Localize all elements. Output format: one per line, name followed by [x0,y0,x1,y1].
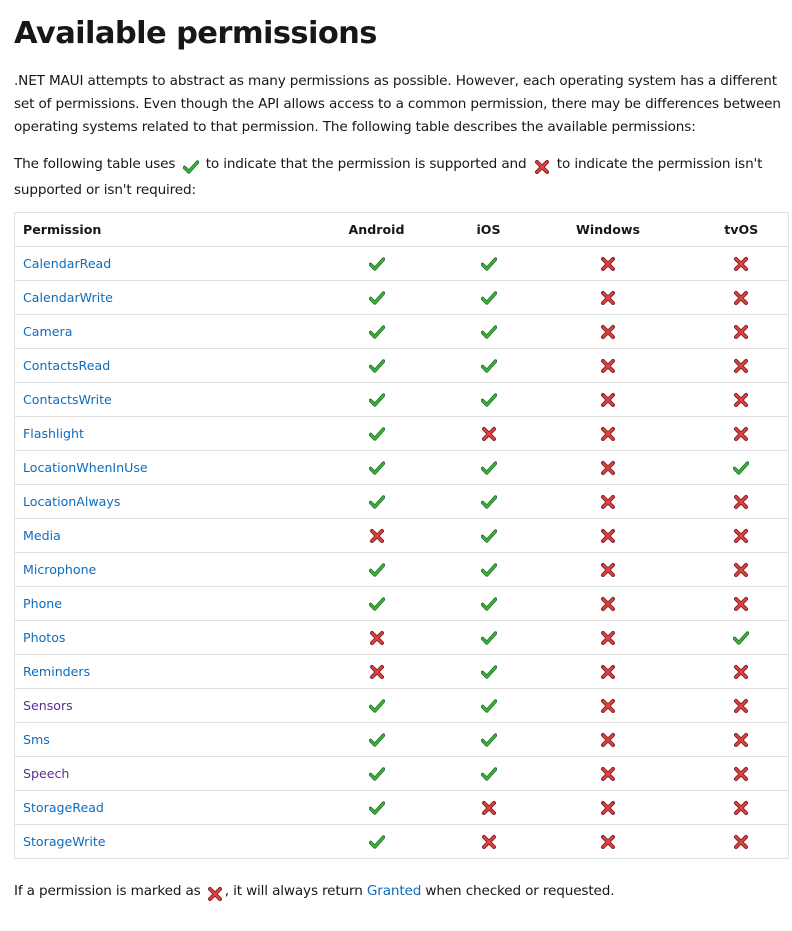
ios-support-cell [456,825,522,859]
permission-cell [15,247,298,281]
table-row [15,791,789,825]
tvos-support-cell [695,587,789,621]
permissions-table [14,212,789,859]
tvos-support-cell [695,349,789,383]
windows-support-cell [522,655,695,689]
permission-cell [15,723,298,757]
android-support-cell [298,587,456,621]
android-support-cell [298,553,456,587]
header-permission: Permission [15,213,298,247]
table-row [15,723,789,757]
android-support-cell [298,689,456,723]
check-icon [183,156,199,179]
cross-icon [600,255,616,270]
tvos-support-cell [695,689,789,723]
table-row [15,553,789,587]
tvos-support-cell [695,723,789,757]
permission-cell [15,485,298,519]
cross-icon [481,425,497,440]
tvos-support-cell [695,757,789,791]
windows-support-cell [522,451,695,485]
check-icon [481,391,497,406]
cross-icon [600,323,616,338]
tvos-support-cell [695,315,789,349]
table-body [15,247,789,859]
cross-icon [600,731,616,746]
cross-icon [534,156,550,179]
table-row [15,655,789,689]
permission-cell [15,417,298,451]
android-support-cell [298,247,456,281]
windows-support-cell [522,621,695,655]
windows-support-cell [522,417,695,451]
check-icon [481,289,497,304]
page-title: Available permissions [14,16,377,51]
cross-icon [600,629,616,644]
cross-icon [733,663,749,678]
windows-support-cell [522,757,695,791]
legend-text-1: The following table uses [14,156,176,172]
cross-icon [369,629,385,644]
check-icon [481,595,497,610]
table-row [15,757,789,791]
permission-link-sms[interactable]: Sms [23,732,50,747]
check-icon [481,323,497,338]
permission-link-contactsread[interactable]: ContactsRead [23,358,111,373]
permission-link-contactswrite[interactable]: ContactsWrite [23,392,112,407]
tvos-support-cell [695,417,789,451]
cross-icon [733,391,749,406]
table-row [15,349,789,383]
android-support-cell [298,757,456,791]
cross-icon [600,561,616,576]
check-icon [369,833,385,848]
android-support-cell [298,315,456,349]
check-icon [369,391,385,406]
cross-icon [733,425,749,440]
check-icon [369,493,385,508]
check-icon [481,527,497,542]
footer-text-3: when checked or requested. [425,883,615,899]
ios-support-cell [456,485,522,519]
table-row [15,485,789,519]
cross-icon [481,799,497,814]
cross-icon [600,289,616,304]
windows-support-cell [522,553,695,587]
table-row [15,451,789,485]
check-icon [733,629,749,644]
permission-link-locationwheninuse[interactable]: LocationWhenInUse [23,460,148,475]
cross-icon [600,765,616,780]
windows-support-cell [522,315,695,349]
windows-support-cell [522,349,695,383]
android-support-cell [298,791,456,825]
granted-link[interactable]: Granted [366,883,422,899]
ios-support-cell [456,689,522,723]
windows-support-cell [522,485,695,519]
cross-icon [600,833,616,848]
intro-paragraph: .NET MAUI attempts to abstract as many permissions as possible. However, each operating system has a different set of permissions. Even though the API allows access to a common permission, there may be differences between operating systems related to that permission. The following table describes the available permissions: [14,73,781,135]
check-icon [481,663,497,678]
ios-support-cell [456,757,522,791]
android-support-cell [298,417,456,451]
permission-link-calendarwrite[interactable]: CalendarWrite [23,290,113,305]
cross-icon [733,255,749,270]
android-support-cell [298,383,456,417]
check-icon [369,255,385,270]
permission-cell [15,621,298,655]
cross-icon [733,833,749,848]
cross-icon [600,391,616,406]
android-support-cell [298,825,456,859]
legend-paragraph [14,153,788,202]
cross-icon [207,883,223,906]
cross-icon [733,731,749,746]
legend-text-3: to indicate the permission isn't supported or isn't required: [14,156,763,198]
permission-cell [15,757,298,791]
table-row [15,519,789,553]
permission-link-reminders[interactable]: Reminders [23,664,91,679]
check-icon [733,459,749,474]
permission-cell [15,519,298,553]
ios-support-cell [456,587,522,621]
android-support-cell [298,485,456,519]
ios-support-cell [456,383,522,417]
tvos-support-cell [695,655,789,689]
footer-text-2: , it will always return [224,883,363,899]
tvos-support-cell [695,383,789,417]
check-icon [481,697,497,712]
permission-cell [15,349,298,383]
table-row [15,621,789,655]
windows-support-cell [522,281,695,315]
table-row [15,689,789,723]
table-header-row [15,213,789,247]
windows-support-cell [522,723,695,757]
permission-cell [15,451,298,485]
check-icon [481,357,497,372]
ios-support-cell [456,621,522,655]
permission-link-storagewrite[interactable]: StorageWrite [23,834,106,849]
ios-support-cell [456,281,522,315]
windows-support-cell [522,825,695,859]
tvos-support-cell [695,247,789,281]
cross-icon [600,799,616,814]
ios-support-cell [456,553,522,587]
cross-icon [481,833,497,848]
permission-cell [15,655,298,689]
check-icon [369,697,385,712]
header-windows: Windows [522,213,695,247]
ios-support-cell [456,247,522,281]
tvos-support-cell [695,825,789,859]
tvos-support-cell [695,281,789,315]
permission-link-media[interactable]: Media [23,528,61,543]
cross-icon [600,663,616,678]
ios-support-cell [456,417,522,451]
cross-icon [600,697,616,712]
cross-icon [733,323,749,338]
cross-icon [600,357,616,372]
footer-paragraph [14,880,788,906]
windows-support-cell [522,383,695,417]
check-icon [369,459,385,474]
permission-link-storageread[interactable]: StorageRead [23,800,104,815]
android-support-cell [298,451,456,485]
tvos-support-cell [695,451,789,485]
ios-support-cell [456,655,522,689]
windows-support-cell [522,587,695,621]
cross-icon [733,697,749,712]
tvos-support-cell [695,553,789,587]
check-icon [369,425,385,440]
permission-link-sensors[interactable]: Sensors [23,698,73,713]
ios-support-cell [456,791,522,825]
check-icon [369,765,385,780]
header-android: Android [298,213,456,247]
android-support-cell [298,655,456,689]
tvos-support-cell [695,485,789,519]
check-icon [369,289,385,304]
check-icon [369,323,385,338]
android-support-cell [298,723,456,757]
table-row [15,315,789,349]
table-row [15,587,789,621]
cross-icon [733,289,749,304]
check-icon [369,731,385,746]
cross-icon [733,493,749,508]
permission-cell [15,825,298,859]
header-ios: iOS [456,213,522,247]
android-support-cell [298,349,456,383]
permission-cell [15,383,298,417]
cross-icon [733,799,749,814]
android-support-cell [298,281,456,315]
table-row [15,383,789,417]
permission-link-locationalways[interactable]: LocationAlways [23,494,121,509]
android-support-cell [298,519,456,553]
check-icon [481,629,497,644]
android-support-cell [298,621,456,655]
cross-icon [600,425,616,440]
check-icon [481,255,497,270]
check-icon [481,731,497,746]
tvos-support-cell [695,519,789,553]
cross-icon [600,493,616,508]
permission-link-phone[interactable]: Phone [23,596,63,611]
header-tvos: tvOS [695,213,789,247]
ios-support-cell [456,519,522,553]
windows-support-cell [522,247,695,281]
cross-icon [600,459,616,474]
permission-link-camera[interactable]: Camera [23,324,73,339]
ios-support-cell [456,723,522,757]
table-row [15,825,789,859]
cross-icon [733,357,749,372]
cross-icon [600,595,616,610]
check-icon [481,459,497,474]
cross-icon [369,663,385,678]
permission-link-flashlight[interactable]: Flashlight [23,426,84,441]
legend-text-2: to indicate that the permission is supported and [205,156,527,172]
cross-icon [369,527,385,542]
table-row [15,281,789,315]
check-icon [369,561,385,576]
permission-link-photos[interactable]: Photos [23,630,66,645]
windows-support-cell [522,689,695,723]
check-icon [369,357,385,372]
permission-cell [15,791,298,825]
check-icon [369,595,385,610]
table-row [15,247,789,281]
ios-support-cell [456,315,522,349]
cross-icon [600,527,616,542]
permission-cell [15,281,298,315]
cross-icon [733,527,749,542]
table-row [15,417,789,451]
permission-cell [15,315,298,349]
permission-cell [15,587,298,621]
cross-icon [733,595,749,610]
windows-support-cell [522,791,695,825]
tvos-support-cell [695,621,789,655]
footer-text-1: If a permission is marked as [14,883,201,899]
windows-support-cell [522,519,695,553]
permission-link-microphone[interactable]: Microphone [23,562,97,577]
permission-cell [15,689,298,723]
permission-link-calendarread[interactable]: CalendarRead [23,256,112,271]
cross-icon [733,765,749,780]
permission-cell [15,553,298,587]
check-icon [369,799,385,814]
check-icon [481,561,497,576]
check-icon [481,765,497,780]
check-icon [481,493,497,508]
ios-support-cell [456,349,522,383]
ios-support-cell [456,451,522,485]
cross-icon [733,561,749,576]
tvos-support-cell [695,791,789,825]
permission-link-speech[interactable]: Speech [23,766,70,781]
